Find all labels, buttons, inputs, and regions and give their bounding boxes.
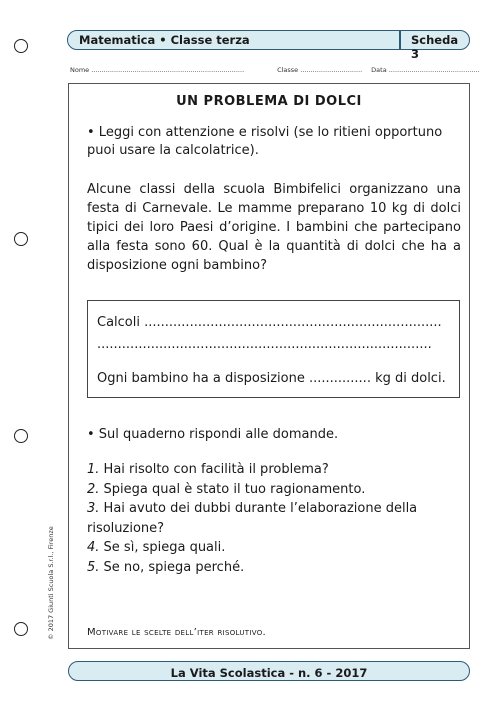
list-item: 4. Se sì, spiega quali.	[87, 540, 226, 555]
footer-text: La Vita Scolastica - n. 6 - 2017	[170, 666, 368, 680]
problem-text: Alcune classi della scuola Bimbifelici organizzano una festa di Carnevale. Le mamme preparano 10 kg di dolci tipici dei loro Paesi d’origine. I bambini che partecipano alla festa sono 60. Qual è la quantità di dolci che ha a disposizione ogni bambino?	[87, 182, 461, 273]
list-item: 2. Spiega qual è stato il tuo ragionamento.	[87, 481, 366, 497]
list-item: 3. Hai avuto dei dubbi durante l’elaborazione della risoluzione?	[87, 501, 418, 536]
copyright-text: © 2017 Giunti Scuola S.r.l., Firenze	[47, 526, 55, 640]
header-bar	[67, 30, 470, 61]
student-info-row	[70, 66, 480, 74]
sheet-label: Scheda 3	[411, 33, 459, 61]
calculation-box	[87, 300, 460, 398]
instruction-1: • Leggi con attenzione e risolvi (se lo ritieni opportuno puoi usare la calcolatrice).	[87, 125, 443, 158]
worksheet-box	[68, 83, 470, 649]
questions-list	[87, 460, 461, 577]
header-divider	[399, 31, 401, 49]
subject-label: Matematica • Classe terza	[79, 33, 250, 47]
binder-hole-2	[14, 232, 28, 246]
list-item: 5. Se no, spiega perché.	[87, 559, 245, 575]
calc-line-1[interactable]: Calcoli ........................................................................	[97, 315, 442, 330]
list-item: 1. Hai risolto con facilità il problema?	[87, 462, 329, 477]
calc-line-2[interactable]: .................................................................................	[97, 337, 432, 352]
class-field[interactable]: Classe ..............................	[277, 66, 363, 74]
teacher-note: Motivare le scelte dell’iter risolutivo.	[87, 627, 266, 638]
date-field[interactable]: Data ............................................	[371, 66, 480, 74]
binder-hole-4	[14, 622, 28, 636]
binder-hole-1	[14, 39, 28, 53]
instruction-2: • Sul quaderno rispondi alle domande.	[87, 427, 339, 442]
name-field[interactable]: Nome ..........................................................................	[70, 66, 245, 74]
worksheet-title: UN PROBLEMA DI DOLCI	[176, 94, 362, 109]
answer-line[interactable]: Ogni bambino ha a disposizione ............... kg di dolci.	[97, 371, 446, 386]
binder-hole-3	[14, 429, 28, 443]
footer-bar	[68, 661, 470, 681]
